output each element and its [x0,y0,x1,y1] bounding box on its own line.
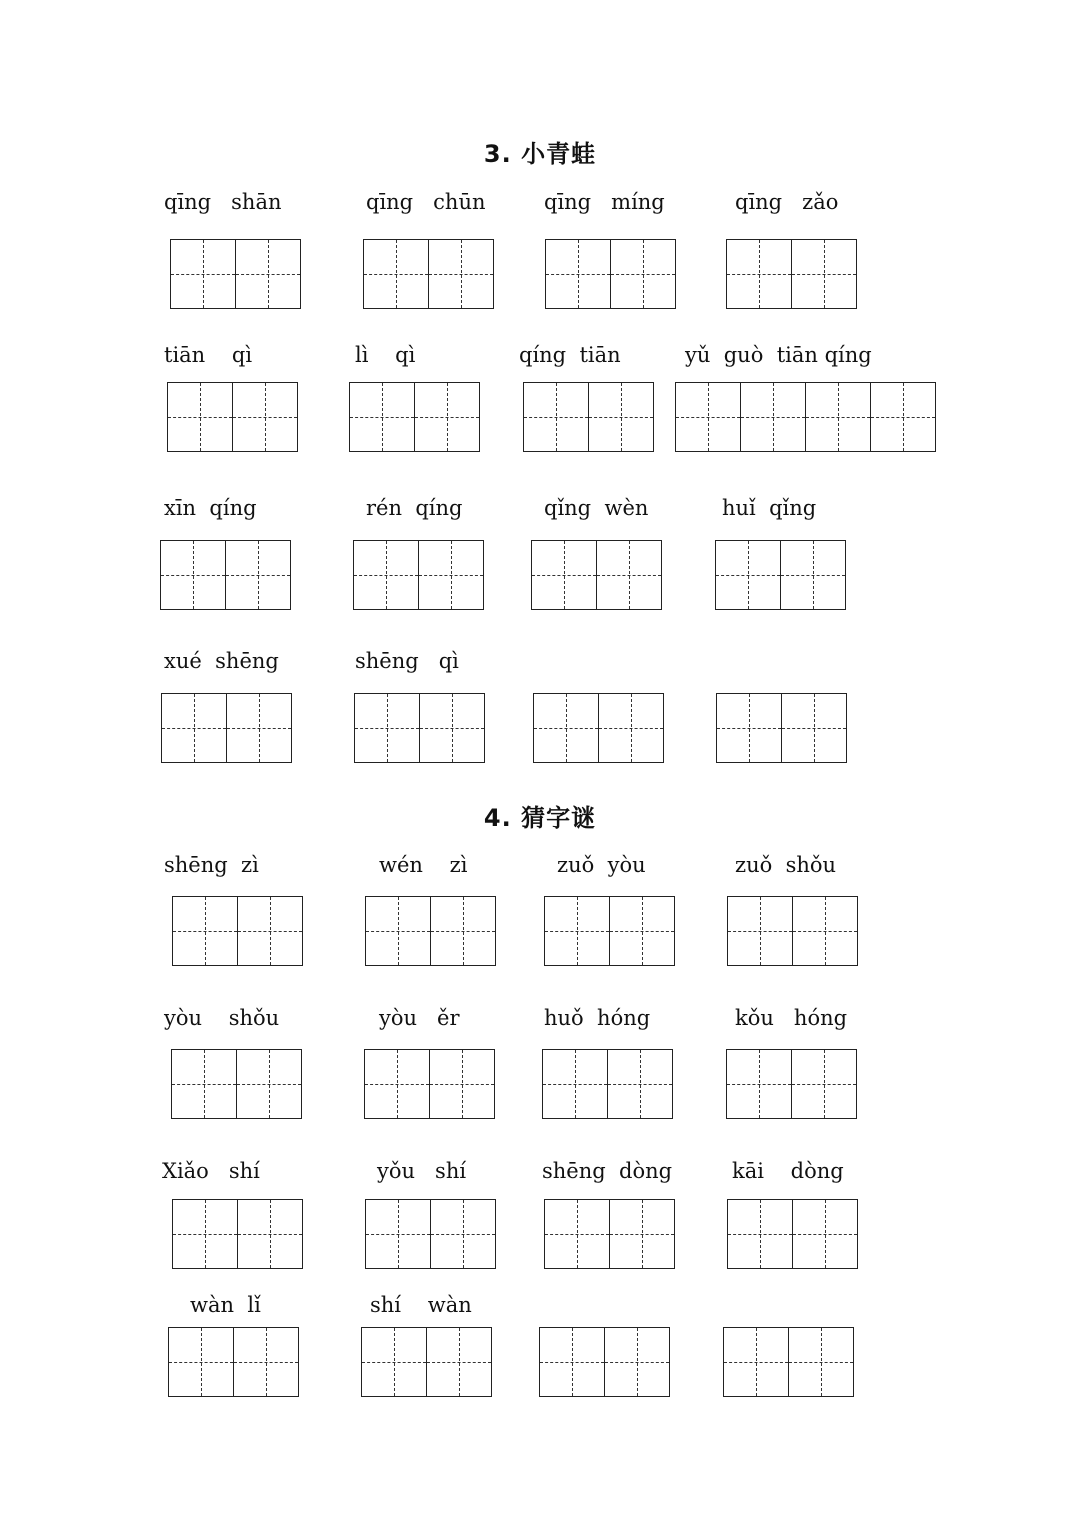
grid-cell[interactable] [419,540,484,610]
writing-grid[interactable] [160,540,291,610]
grid-cell[interactable] [227,693,292,763]
grid-cell[interactable] [599,693,664,763]
grid-cell[interactable] [364,1049,430,1119]
grid-cell[interactable] [236,239,301,309]
pinyin-label: yòu ěr [379,1006,460,1030]
grid-cell[interactable] [427,1327,492,1397]
writing-grid[interactable] [727,1199,858,1269]
grid-cell[interactable] [605,1327,670,1397]
pinyin-label: qǐng wèn [544,496,649,520]
pinyin-label: yǔ guò tiān qíng [685,343,872,367]
grid-cell[interactable] [237,1049,302,1119]
grid-cell[interactable] [871,382,936,452]
grid-cell[interactable] [429,239,494,309]
grid-cell[interactable] [789,1327,854,1397]
pinyin-label: huǐ qǐng [722,496,817,520]
writing-grid[interactable] [716,693,847,763]
writing-grid[interactable] [354,693,485,763]
writing-grid[interactable] [172,1199,303,1269]
pinyin-label: tiān qì [164,343,253,367]
grid-cell[interactable] [349,382,415,452]
grid-cell[interactable] [361,1327,427,1397]
writing-grid[interactable] [161,693,292,763]
grid-cell[interactable] [172,896,238,966]
grid-cell[interactable] [782,693,847,763]
grid-cell[interactable] [234,1327,299,1397]
grid-cell[interactable] [431,1199,496,1269]
grid-cell[interactable] [727,1199,793,1269]
pinyin-label: qīng shān [164,190,282,214]
grid-cell[interactable] [781,540,846,610]
pinyin-label: kǒu hóng [735,1006,848,1030]
pinyin-label: qīng chūn [366,190,486,214]
pinyin-label: rén qíng [366,496,463,520]
grid-cell[interactable] [233,382,298,452]
writing-grid[interactable] [170,239,301,309]
grid-cell[interactable] [741,382,806,452]
pinyin-label: qīng zǎo [735,190,839,214]
writing-grid[interactable] [531,540,662,610]
writing-grid[interactable] [723,1327,854,1397]
grid-cell[interactable] [597,540,662,610]
grid-cell[interactable] [238,1199,303,1269]
grid-cell[interactable] [353,540,419,610]
grid-cell[interactable] [161,693,227,763]
grid-cell[interactable] [793,1199,858,1269]
grid-cell[interactable] [723,1327,789,1397]
pinyin-label: Xiǎo shí [162,1159,260,1183]
writing-grid[interactable] [349,382,480,452]
grid-cell[interactable] [170,239,236,309]
writing-grid[interactable] [364,1049,495,1119]
grid-cell[interactable] [354,693,420,763]
pinyin-label: zuǒ yòu [557,853,646,877]
grid-cell[interactable] [160,540,226,610]
grid-cell[interactable] [726,1049,792,1119]
writing-grid[interactable] [168,1327,299,1397]
grid-cell[interactable] [610,896,675,966]
grid-cell[interactable] [610,1199,675,1269]
writing-grid[interactable] [172,896,303,966]
grid-cell[interactable] [363,239,429,309]
writing-grid[interactable] [727,896,858,966]
writing-grid[interactable] [715,540,846,610]
pinyin-label: yǒu shí [377,1159,467,1183]
writing-grid[interactable] [523,382,654,452]
pinyin-label: lì qì [355,343,416,367]
writing-grid[interactable] [539,1327,670,1397]
pinyin-label: zuǒ shǒu [735,853,837,877]
grid-cell[interactable] [792,239,857,309]
grid-cell[interactable] [533,693,599,763]
grid-cell[interactable] [727,896,793,966]
grid-cell[interactable] [716,693,782,763]
grid-cell[interactable] [539,1327,605,1397]
grid-cell[interactable] [545,239,611,309]
grid-cell[interactable] [430,1049,495,1119]
grid-cell[interactable] [172,1199,238,1269]
pinyin-label: shēng zì [164,853,259,877]
grid-cell[interactable] [792,1049,857,1119]
grid-cell[interactable] [806,382,871,452]
grid-cell[interactable] [167,382,233,452]
grid-cell[interactable] [226,540,291,610]
writing-grid[interactable] [365,896,496,966]
grid-cell[interactable] [544,1199,610,1269]
grid-cell[interactable] [531,540,597,610]
writing-grid[interactable] [171,1049,302,1119]
grid-cell[interactable] [365,1199,431,1269]
writing-grid[interactable] [675,382,936,452]
pinyin-label: xué shēng [164,649,279,673]
grid-cell[interactable] [171,1049,237,1119]
writing-grid[interactable] [726,1049,857,1119]
grid-cell[interactable] [715,540,781,610]
writing-grid[interactable] [353,540,484,610]
pinyin-label: xīn qíng [164,496,257,520]
pinyin-label: kāi dòng [732,1159,844,1183]
writing-grid[interactable] [533,693,664,763]
grid-cell[interactable] [238,896,303,966]
grid-cell[interactable] [542,1049,608,1119]
grid-cell[interactable] [589,382,654,452]
grid-cell[interactable] [726,239,792,309]
writing-grid[interactable] [363,239,494,309]
pinyin-label: shí wàn [370,1293,472,1317]
writing-grid[interactable] [167,382,298,452]
pinyin-label: shēng qì [355,649,459,673]
pinyin-label: shēng dòng [542,1159,673,1183]
section-title: 3. 小青蛙 [483,140,597,168]
pinyin-label: yòu shǒu [164,1006,280,1030]
pinyin-label: wàn lǐ [190,1293,261,1317]
writing-grid[interactable] [544,1199,675,1269]
grid-cell[interactable] [415,382,480,452]
writing-grid[interactable] [544,896,675,966]
grid-cell[interactable] [420,693,485,763]
grid-cell[interactable] [523,382,589,452]
grid-cell[interactable] [365,896,431,966]
pinyin-label: huǒ hóng [544,1006,651,1030]
writing-grid[interactable] [361,1327,492,1397]
writing-grid[interactable] [542,1049,673,1119]
grid-cell[interactable] [675,382,741,452]
grid-cell[interactable] [431,896,496,966]
grid-cell[interactable] [608,1049,673,1119]
grid-cell[interactable] [168,1327,234,1397]
writing-grid[interactable] [726,239,857,309]
pinyin-label: qíng tiān [519,343,621,367]
section-title: 4. 猜字谜 [483,804,597,832]
pinyin-label: wén zì [379,853,468,877]
writing-grid[interactable] [545,239,676,309]
grid-cell[interactable] [611,239,676,309]
grid-cell[interactable] [793,896,858,966]
grid-cell[interactable] [544,896,610,966]
pinyin-label: qīng míng [544,190,665,214]
writing-grid[interactable] [365,1199,496,1269]
